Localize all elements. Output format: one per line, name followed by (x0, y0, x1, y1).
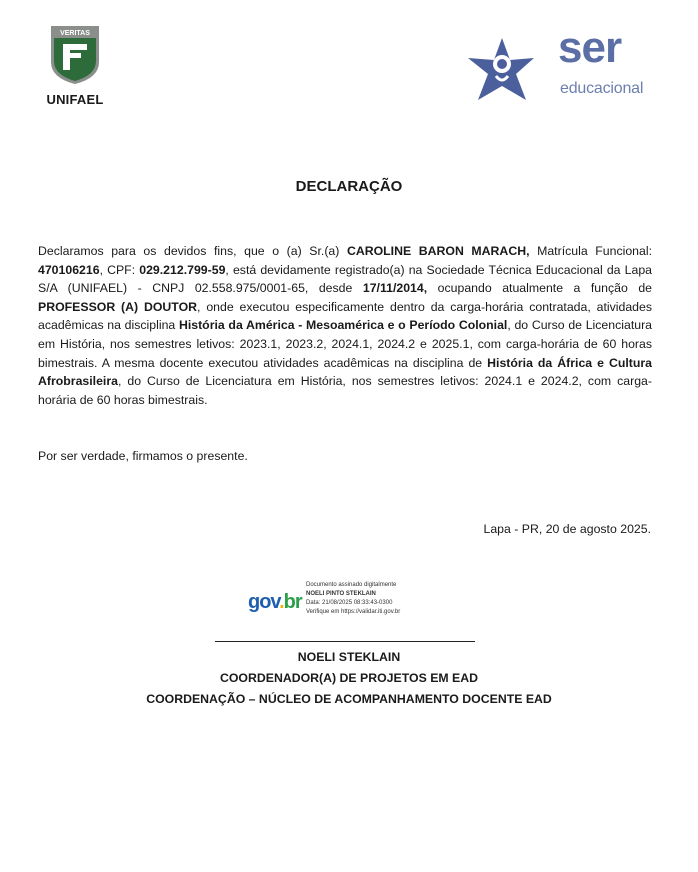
place-date: Lapa - PR, 20 de agosto 2025. (483, 522, 651, 536)
govbr-logo-dot: . (279, 591, 284, 613)
govbr-logo-gov: gov (248, 591, 280, 613)
bold-run: CAROLINE BARON MARACH, (346, 244, 530, 258)
unifael-name: UNIFAEL (46, 92, 104, 107)
unifael-logo (40, 24, 110, 107)
bold-run: História da África e Cultura Afrobrasileira (38, 355, 652, 389)
signature-verify-link[interactable]: Verifique em https://validar.iti.gov.br (306, 609, 401, 615)
text-run: ocupando atualmente a função de (427, 281, 652, 296)
closing-statement: Por ser verdade, firmamos o presente. (38, 449, 248, 463)
signature-signer: NOELI PINTO STEKLAIN (306, 591, 376, 597)
signature-details (306, 581, 400, 617)
text-run: , do Curso de Licenciatura em História, nos semestres letivos: 2023.1, 2023.2, 2024.1, 2024.2 e 2025.1, com carga-horária de 60 horas bimestrais. A mesma docente executou atividades acadêmicas na disciplina de (38, 318, 653, 370)
signature-line (215, 641, 475, 642)
bold-run: 17/11/2014, (362, 281, 428, 296)
bold-run: 029.212.799-59 (139, 262, 226, 277)
text-run: , onde executou especificamente dentro da carga-horária contratada, atividades acadêmicas na disciplina (38, 299, 652, 333)
bold-run: 470106216 (38, 262, 100, 277)
declaration-paragraph (38, 242, 652, 409)
govbr-logo-br: br (283, 591, 302, 613)
unifael-shield-text: VERITAS (60, 30, 90, 37)
signer-role: COORDENADOR(A) DE PROJETOS EM EAD (219, 671, 479, 685)
text-run: , está devidamente registrado(a) na Sociedade Técnica Educacional da Lapa S/A (UNIFAEL) - CNPJ 02.558.975/0001-65, desde (38, 262, 652, 296)
text-run: Matrícula Funcional: (529, 244, 652, 258)
ser-wordmark: ser (558, 23, 622, 72)
bold-run: PROFESSOR (A) DOUTOR (38, 299, 198, 314)
ser-subtitle: educacional (560, 80, 644, 97)
govbr-logo (248, 591, 302, 614)
text-run: Declaramos para os devidos fins, que o (a) Sr.(a) (38, 244, 347, 258)
ser-star-person-icon (462, 34, 542, 110)
signature-date: Data: 21/08/2025 08:33:43-0300 (306, 600, 393, 606)
signature-caption: Documento assinado digitalmente (306, 582, 397, 588)
bold-run: História da América - Mesoamérica e o Período Colonial (178, 318, 508, 333)
text-run: , CPF: (99, 262, 140, 277)
document-title: DECLARAÇÃO (295, 178, 403, 195)
signer-department: COORDENAÇÃO – NÚCLEO DE ACOMPANHAMENTO DOCENTE EAD (146, 692, 552, 706)
signer-name: NOELI STEKLAIN (297, 650, 401, 664)
digital-signature-stamp (248, 581, 438, 625)
text-run: , do Curso de Licenciatura em História, nos semestres letivos: 2024.1 e 2024.2, com carga-horária de 60 horas bimestrais. (38, 374, 652, 407)
unifael-shield-icon (49, 24, 101, 86)
ser-educacional-logo (462, 23, 652, 110)
